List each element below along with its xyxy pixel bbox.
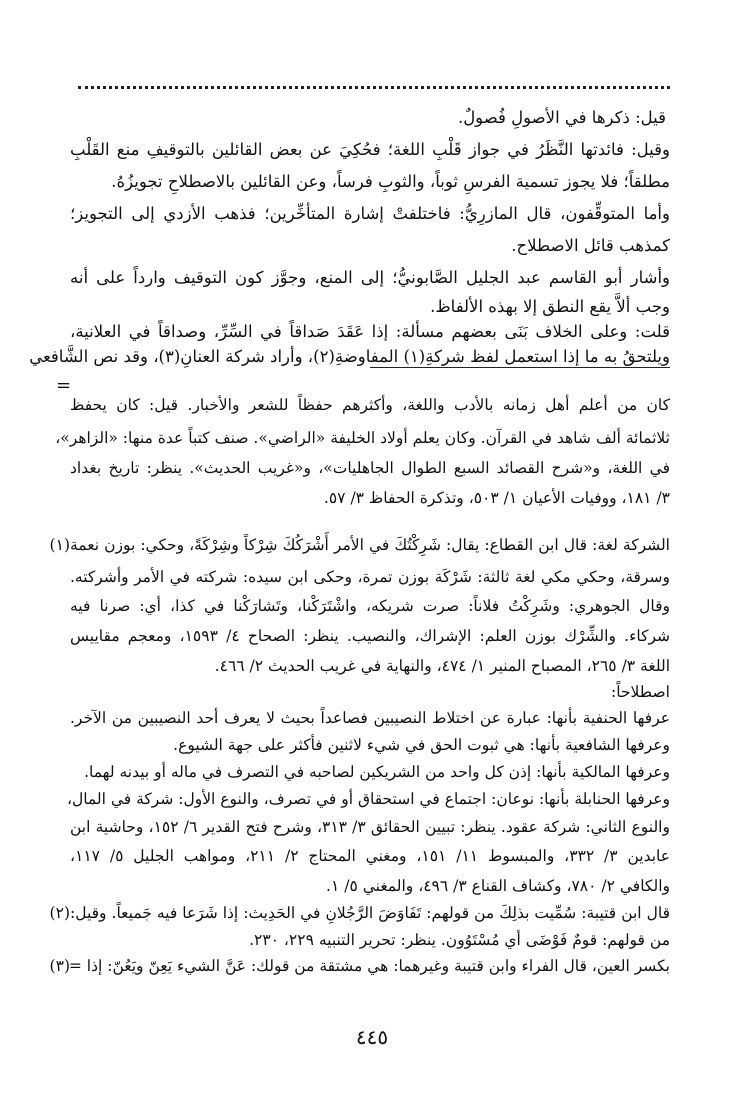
- footnote-cont-line-3: في اللغة، و«شرح القصائد السبع الطوال الجاهليات»، و«غريب الحديث». ينظر: تاريخ بغداد: [70, 459, 670, 477]
- footnote-cont-line-2: ثلاثمائة ألف شاهد في القرآن. وكان يعلم أولاد الخليفة «الراضي». صنف كتباً عدة منها: «الزاهر»،: [55, 429, 670, 447]
- footnote-cont-line-4: ٣/ ١٨١، ووفيات الأعيان ١/ ٥٠٣، وتذكرة الحفاظ ٣/ ٥٧.: [323, 489, 670, 507]
- footnote-1-line-10: وعرفها الحنابلة بأنها: نوعان: اجتماع في استحقاق أو في تصرف، والنوع الأول: شركة في المال،: [66, 790, 670, 808]
- main-line-3: مطلقاً؛ فلا يجوز تسمية الفرسِ ثوباً، والثوبِ فرساً، وعن القائلين بالاصطلاحِ تجويزُهُ.: [111, 172, 670, 191]
- main-line-6: وأشار أبو القاسم عبد الجليل الصَّابونيُّ؛ إلى المنع، وجوَّز كون التوقيف وارداً على أنه: [70, 268, 670, 287]
- footnote-1-line-6: اصطلاحاً:: [611, 683, 670, 701]
- page-number: ٤٤٥: [355, 1025, 389, 1049]
- footnote-cont-line-1: كان من أعلم أهل زمانه بالأدب واللغة، وأكثرهم حفظاً للشعر والأخبار. قيل: كان يحفظ: [70, 396, 670, 414]
- footnote-3-line-1: بكسر العين، قال الفراء وابن قتيبة وغيرهما: هي مشتقة من قولك: عَنَّ الشيء يَعِنّ ويَعُنّ: إذا =: [68, 957, 670, 975]
- main-line-8: قلت: وعلى الخلاف بَنَى بعضهم مسألة: إذا عَقَدَ صَداقاً في السِّرِّ، وصداقاً في العلانية،: [70, 322, 670, 341]
- footnote-1-line-2: وسرقة، وحكي مكي لغة ثالثة: شَرْكَة بوزن تمرة، وحكى ابن سيده: شركته في الأمر وأشركته.: [70, 568, 670, 586]
- footnote-1-line-7: عرفها الحنفية بأنها: عبارة عن اختلاط النصيبين فصاعداً بحيث لا يعرف أحد النصيبين من الآخر.: [70, 709, 670, 727]
- footnote-1-line-8: وعرفها الشافعية بأنها: هي ثبوت الحق في شيء لاثنين فأكثر على جهة الشيوع.: [173, 736, 670, 754]
- main-line-1: قيل: ذكرها في الأصولِ فُصولٌ.: [457, 108, 666, 127]
- footnote-1-line-4: شركاء. والشِّرْك بوزن العلم: الإشراك، والنصيب. ينظر: الصحاح ٤/ ١٥٩٣، ومعجم مقاييس: [70, 627, 670, 645]
- footnote-1-line-12: عابدين ٣/ ٣٣٢، والمبسوط ١١/ ١٥١، ومغني المحتاج ٢/ ٢١١، ومواهب الجليل ٥/ ١١٧،: [70, 847, 670, 865]
- main-line-5: كمذهب قائل الاصطلاح.: [511, 236, 670, 255]
- continuation-marker: =: [56, 375, 72, 396]
- footnote-1-line-1: الشركة لغة: قال ابن القطاع: يقال: شَرِكْتُكَ في الأمر أَشْرَكُكَ شِرْكاً وشِرْكَةً، وحكي: بوزن نعمة: [70, 536, 670, 554]
- header-dotted-rule: [78, 86, 670, 89]
- main-line-9: ويلتحقُ به ما إذا استعمل لفظ شركةِ(١) المفاوضةِ(٢)، وأراد شركة العنانِ(٣)، وقد نص الشَّافعي: [29, 347, 670, 366]
- main-line-4: وأما المتوقِّفون، قال المازرِيُّ: فاختلفتْ إشارة المتأخِّرين؛ فذهب الأزدي إلى التجويز؛: [70, 204, 670, 223]
- main-line-2: وقيل: فائدتها النَّظَرُ في جواز قَلْبِ اللغة؛ فحُكِيَ عن بعض القائلين بالتوقيفِ منع القَلْبِ: [70, 140, 670, 159]
- footnote-1-line-13: والكافي ٢/ ٧٨٠، وكشاف القناع ٣/ ٤٩٦، والمغني ٥/ ١.: [326, 877, 670, 895]
- footnote-number-2: (٢): [49, 904, 70, 922]
- footnote-1-line-3: وقال الجوهري: وشَرِكْتُ فلاناً: صرت شريكه، واشْتَرَكْنا، وتَشارَكْنا في كذا، أي: صرنا فيه: [70, 597, 670, 615]
- main-line-7: وجب ألاَّ يقع النطق إلا بهذه الألفاظ.: [430, 297, 670, 316]
- footnote-separator: [370, 367, 670, 368]
- footnote-number-1: (١): [49, 536, 70, 554]
- footnote-number-3: (٣): [49, 957, 70, 975]
- footnote-1-line-9: وعرفها المالكية بأنها: إذن كل واحد من الشريكين لصاحبه في التصرف في ماله أو بيدنه لهما.: [84, 763, 670, 781]
- footnote-2-line-2: من قولهم: قومٌ فَوْضَى أي مُسْتَوُون. ينظر: تحرير التنبيه ٢٢٩، ٢٣٠.: [249, 931, 670, 949]
- footnote-1-line-5: اللغة ٣/ ٢٦٥، المصباح المنير ١/ ٤٧٤، والنهاية في غريب الحديث ٢/ ٤٦٦.: [214, 657, 670, 675]
- footnote-2-line-1: قال ابن قتيبة: سُمِّيت بذلِكَ من قولهم: تَفَاوَضَ الرَّجُلانِ في الحَدِيث: إذا شَرَعا فيه جَميعاً. وقيل:: [70, 904, 670, 922]
- footnote-1-line-11: والنوع الثاني: شركة عقود. ينظر: تبيين الحقائق ٣/ ٣١٣، وشرح فتح القدير ٦/ ١٥٢، وحاشية ابن: [70, 818, 670, 836]
